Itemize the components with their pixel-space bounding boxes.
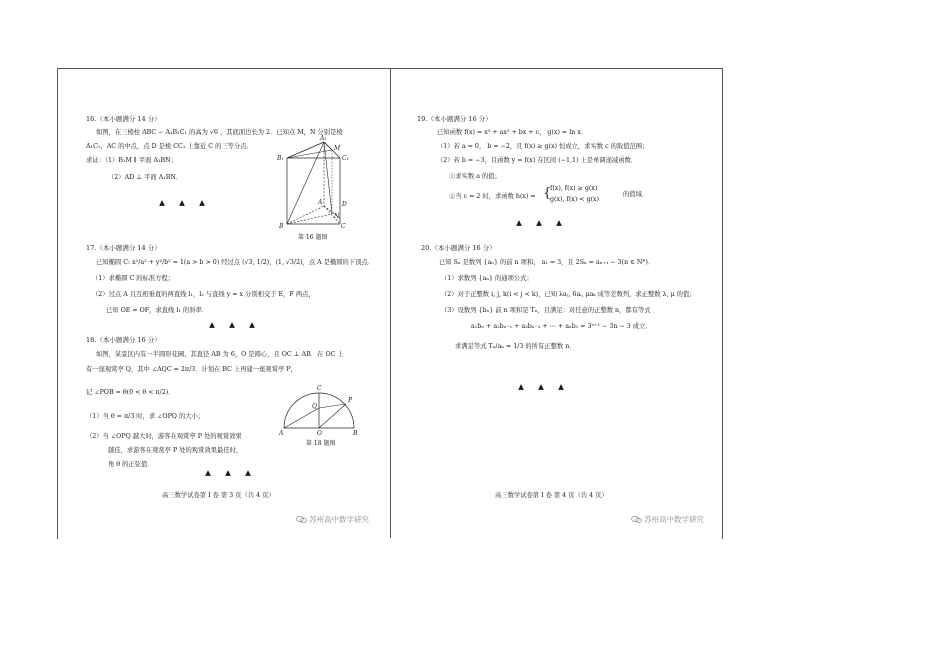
q19-answer-marks	[509, 218, 569, 227]
q16-line4: （2）AD ⊥ 平面 A₁BN．	[108, 174, 183, 181]
answer-mark: ▲	[209, 320, 215, 329]
q16-header: 16.（本小题满分 14 分）	[86, 115, 161, 123]
q19-brace: {	[543, 186, 552, 201]
q16-prism-figure	[276, 135, 356, 230]
q19-line3: （2）若 b = −3，且函数 y = f(x) 在区间 (−1,1) 上是单调递减函数．	[437, 157, 638, 164]
wechat-logo-icon	[631, 516, 642, 523]
q18-header: 18.（本小题满分 16 分）	[86, 336, 161, 344]
q19-line1: 已知函数 f(x) = x³ + ax² + bx + c， g(x) = ln x．	[437, 129, 588, 136]
q20-answer-marks	[511, 382, 571, 391]
q19-line5a: ②当 c = 2 时，求函数 h(x) =	[449, 193, 536, 200]
answer-mark: ▲	[179, 198, 185, 207]
q17-header: 17.（本小题满分 14 分）	[86, 244, 161, 252]
answer-mark: ▲	[249, 320, 255, 329]
exam-page-4	[391, 68, 720, 538]
answer-mark: ▲	[205, 468, 211, 477]
q20-line4: （3）设数列 {bₙ} 前 n 项和是 Tₙ，且满足：对任意的正整数 n，都有等式	[441, 307, 651, 314]
q16-label-C: C	[341, 223, 346, 230]
q16-label-B: B	[279, 223, 284, 230]
q16-line3: 求证：（1）B₁M ∥ 平面 A₁BN；	[86, 157, 177, 164]
answer-mark: ▲	[536, 218, 542, 227]
page3-footer: 高三数学试卷第 Ⅰ 卷 第 3 页（共 4 页）	[162, 492, 275, 499]
q17-line3: （2）过点 A 且互相垂直的两直线 l₁，l₂ 与直线 y = x 分别相交于 E，F 两点，	[92, 291, 315, 298]
wechat-logo-icon	[296, 516, 307, 523]
q17-line1: 已知椭圆 C: x²/a² + y²/b² = 1(a > b > 0) 经过点 (√3, 1/2)，(1, √3/2)，点 A 是椭圆的下顶点．	[96, 259, 375, 266]
q16-label-D: D	[342, 201, 347, 208]
q19-header: 19.（本小题满分 16 分）	[417, 115, 492, 123]
q18-semicircle-figure	[278, 382, 360, 437]
q19-line5b: 的值域．	[623, 191, 649, 198]
answer-mark: ▲	[225, 468, 231, 477]
q20-line1: 已知 Sₙ 是数列 {aₙ} 的前 n 项和， a₁ = 3，且 2Sₙ = aₙ₊₁ − 3(n ∈ N*)．	[439, 259, 655, 266]
answer-mark: ▲	[245, 468, 251, 477]
q18-line5: （2）当 ∠OPQ 越大时，游客在观赏亭 P 处的观赏效果	[86, 433, 242, 440]
q20-line6: 求满足等式 Tₙ/aₙ = 1/3 的所有正整数 n．	[455, 343, 576, 350]
q18-label-C: C	[317, 385, 322, 392]
q18-label-O: O	[317, 430, 322, 437]
q16-line1: 如图，在三棱柱 ABC − A₁B₁C₁ 的高为 √6 ，其底面边长为 2．已知点 M，N 分别是棱	[96, 129, 343, 136]
q19-piece2: g(x), f(x) < g(x)	[550, 196, 600, 203]
q16-label-B1: B₁	[277, 155, 284, 162]
q20-line5: a₁bₙ + a₂bₙ₋₁ + a₃bₙ₋₂ + ⋯ + aₙb₁ = 3ⁿ⁺¹ − 3n − 3 成立．	[471, 323, 652, 330]
page4-watermark	[631, 514, 704, 525]
q18-figure-caption: 第 18 题图	[306, 440, 336, 447]
q16-label-A1: A₁	[320, 135, 327, 142]
q18-label-Q: Q	[312, 403, 317, 410]
q17-line4: 已知 OE = OF，求直线 l₁ 的斜率．	[106, 307, 209, 314]
q18-line7: 角 θ 的正弦值．	[108, 461, 154, 468]
q16-answer-marks	[152, 198, 212, 207]
q18-line3: 记 ∠POB = θ(0 < θ < π/2)．	[86, 389, 175, 396]
q20-line2: （1）求数列 {aₙ} 的通项公式；	[441, 275, 533, 282]
q16-label-M: M	[334, 145, 341, 152]
q17-line2: （1）求椭圆 C 的标准方程；	[92, 275, 175, 282]
answer-mark: ▲	[556, 218, 562, 227]
q16-label-C1: C₁	[342, 155, 349, 162]
q18-line2: 有一座观赏亭 Q，其中 ∠AQC = 2π/3．计划在 BC 上再建一座观赏亭 P，	[86, 366, 297, 373]
q19-piece1: f(x), f(x) ≥ g(x)	[550, 185, 598, 192]
exam-page-3	[58, 68, 389, 538]
q19-line4: ①求实数 a 的值；	[449, 173, 501, 180]
q20-header: 20.（本小题满分 16 分）	[421, 244, 496, 252]
page4-footer: 高三数学试卷第 Ⅰ 卷 第 4 页（共 4 页）	[495, 492, 608, 499]
q16-figure-caption: 第 16 题图	[298, 234, 328, 241]
q18-answer-marks	[198, 468, 258, 477]
q18-label-B: B	[353, 430, 358, 437]
answer-mark: ▲	[199, 198, 205, 207]
q16-line2: A₁C₁，AC 的中点，点 D 是棱 CC₁ 上靠近 C 的三等分点．	[86, 143, 253, 150]
q18-label-P: P	[348, 397, 353, 404]
q20-line3: （2）对于正整数 i, j, k(i < j < k)，已知 λaⱼ, 6aᵢ, μaₖ 成等差数列，求正整数 λ, μ 的值；	[441, 291, 696, 298]
q16-label-A: A	[318, 199, 323, 206]
page3-watermark	[296, 514, 369, 525]
answer-mark: ▲	[558, 382, 564, 391]
answer-mark: ▲	[518, 382, 524, 391]
q18-line1: 如图，某景区内有一半圆形花圃，其直径 AB 为 6，O 是圆心，且 OC ⊥ AB．在 OC 上	[96, 351, 344, 358]
answer-mark: ▲	[538, 382, 544, 391]
q18-line6: 越佳，求游客在观赏亭 P 处的观赏效果最佳时，	[108, 447, 243, 454]
q17-answer-marks	[202, 320, 262, 329]
q16-label-N: N	[334, 213, 340, 220]
q18-line4: （1）当 θ = π/3 时，求 ∠OPQ 的大小；	[86, 413, 205, 420]
q18-label-A: A	[279, 430, 284, 437]
answer-mark: ▲	[516, 218, 522, 227]
page4-watermark-text: 苏州高中数学研究	[644, 515, 704, 524]
answer-mark: ▲	[229, 320, 235, 329]
q19-line2: （1）若 a = 0， b = −2，且 f(x) ≥ g(x) 恒成立，求实数 c 的取值范围；	[437, 143, 649, 150]
page3-watermark-text: 苏州高中数学研究	[309, 515, 369, 524]
answer-mark: ▲	[159, 198, 165, 207]
